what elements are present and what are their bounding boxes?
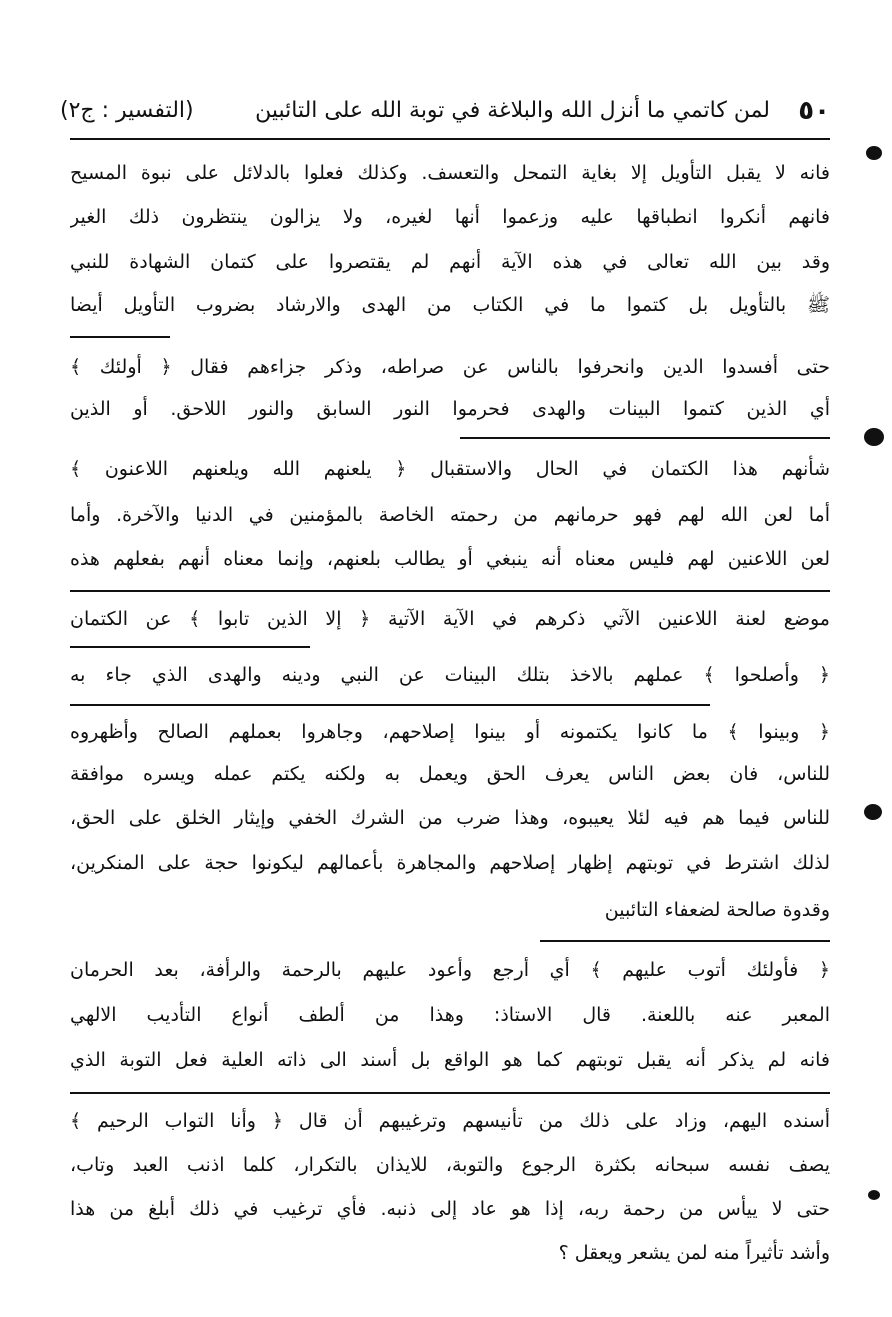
text-line: لذلك اشترط في توبتهم إظهار إصلاحهم والمجاهرة بأعمالهم ليكونوا حجة على المنكرين، [70, 852, 830, 874]
line-separator [70, 704, 710, 706]
text-line: ﴿ فأولئك أتوب عليهم ﴾ أي أرجع وأعود عليهم بالرحمة والرأفة، بعد الحرمان [70, 959, 830, 981]
text-line: وقد بين الله تعالى في هذه الآية أنهم لم يقتصروا على كتمان الشهادة للنبي [70, 251, 830, 273]
text-line: ﷺ بالتأويل بل كتموا ما في الكتاب من الهدى والارشاد بضروب التأويل أيضا [70, 294, 830, 316]
line-separator [460, 437, 830, 439]
text-line: وأشد تأثيراً منه لمن يشعر ويعقل ؟ [558, 1242, 830, 1264]
line-separator [540, 940, 830, 942]
text-line: للناس، فان بعض الناس يعرف الحق ويعمل به ولكنه يكتم عمله ويسره موافقة [70, 763, 830, 785]
text-line: يصف نفسه سبحانه بكثرة الرجوع والتوبة، للايذان بالتكرار، كلما اذنب العبد وتاب، [70, 1154, 830, 1176]
page-number: ٥٠ [798, 96, 830, 126]
text-line: المعبر عنه باللعنة. قال الاستاذ: وهذا من ألطف أنواع التأديب الالهي [70, 1004, 830, 1026]
running-title: لمن كاتمي ما أنزل الله والبلاغة في توبة الله على التائبين [255, 98, 770, 123]
page-header [60, 96, 830, 136]
text-line: أما لعن الله لهم فهو حرمانهم من رحمته الخاصة بالمؤمنين في الدنيا والآخرة. وأما [70, 504, 830, 526]
text-line: لعن اللاعنين لهم فليس معناه أنه ينبغي أو يطالب بلعنهم، وإنما معناه أنهم بفعلهم هذه [70, 548, 830, 570]
text-line: شأنهم هذا الكتمان في الحال والاستقبال ﴿ يلعنهم الله ويلعنهم اللاعنون ﴾ [70, 458, 830, 480]
header-rule [70, 138, 830, 140]
section-label: (التفسير : ج٢) [60, 98, 194, 123]
text-line: حتى أفسدوا الدين وانحرفوا بالناس عن صراطه، وذكر جزاءهم فقال ﴿ أولئك ﴾ [70, 356, 830, 378]
ink-blot [866, 146, 882, 160]
line-separator [70, 336, 170, 338]
text-line: فانه لم يذكر أنه يقبل توبتهم كما هو الواقع بل أسند الى ذاته العلية فعل التوبة الذي [70, 1049, 830, 1071]
text-line: وقدوة صالحة لضعفاء التائبين [604, 899, 830, 921]
text-line: للناس فيما هم فيه لئلا يعيبوه، وهذا ضرب من الشرك الخفي وإيثار الخلق على الحق، [70, 807, 830, 829]
text-line: حتى لا ييأس من رحمة ربه، إذا هو عاد إلى ذنبه. فأي ترغيب في ذلك أبلغ من هذا [70, 1198, 830, 1220]
text-line: فانه لا يقبل التأويل إلا بغاية التمحل والتعسف. وكذلك فعلوا بالدلائل على نبوة المسيح [70, 162, 830, 184]
text-line: ﴿ وأصلحوا ﴾ عملهم بالاخذ بتلك البينات عن النبي ودينه والهدى الذي جاء به [70, 664, 830, 686]
text-line: أسنده اليهم، وزاد على ذلك من تأنيسهم وترغيبهم أن قال ﴿ وأنا التواب الرحيم ﴾ [70, 1110, 830, 1132]
ink-blot [864, 428, 884, 446]
text-line: فانهم أنكروا انطباقها عليه وزعموا أنها لغيره، ولا يزالون ينتظرون ذلك الغير [70, 206, 830, 228]
line-separator [70, 1092, 830, 1094]
text-line: موضع لعنة اللاعنين الآتي ذكرهم في الآية الآتية ﴿ إلا الذين تابوا ﴾ عن الكتمان [70, 608, 830, 630]
text-line: أي الذين كتموا البينات والهدى فحرموا النور السابق والنور اللاحق. أو الذين [70, 398, 830, 420]
ink-blot [864, 804, 882, 820]
text-line: ﴿ وبينوا ﴾ ما كانوا يكتمونه أو بينوا إصلاحهم، وجاهروا بعملهم الصالح وأظهروه [70, 721, 830, 743]
ink-blot [868, 1190, 880, 1200]
line-separator [70, 646, 310, 648]
line-separator [70, 590, 830, 592]
